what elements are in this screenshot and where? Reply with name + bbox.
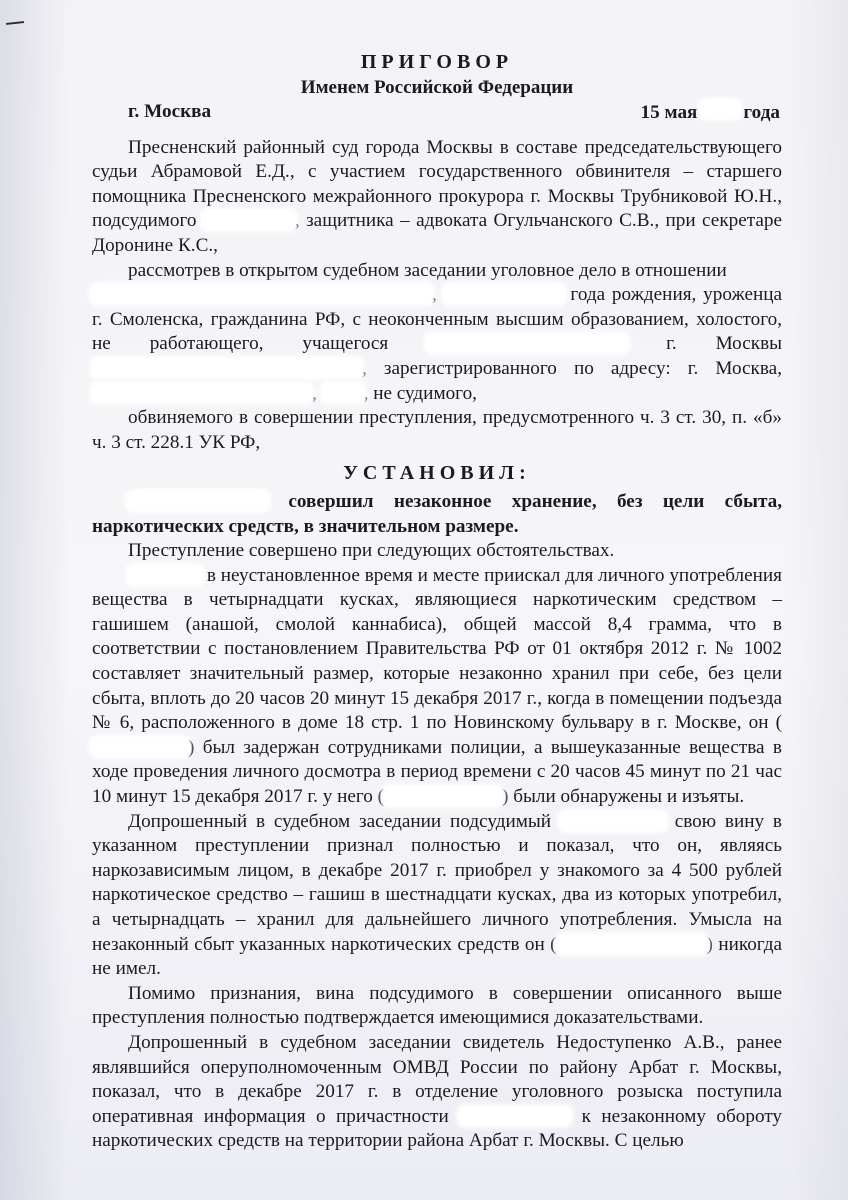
- charged-text: обвиняемого в совершении преступления, предусмотренного ч. 3 ст. 30, п. «б» ч. 3 ст. 228.1 УК РФ,: [92, 407, 782, 453]
- guilt-paragraph: [92, 982, 782, 1031]
- redaction-school: [427, 334, 627, 352]
- section-heading-established: УСТАНОВИЛ:: [343, 462, 531, 485]
- redaction-address: [92, 384, 312, 402]
- redaction-name-a: [128, 566, 202, 584]
- witness-text-a: Допрошенный в судебном заседании свидетель Недоступенко А.В., ранее являвшийся оперуполномоченным ОМВД России по району Арбат г. Москвы, показал, что в декабре 2017 г. в отделение уголовного розыска поступила оперативная информация о причастности: [92, 1031, 782, 1127]
- intro-text-a: Пресненский районный суд города Москвы в составе председательствующего судьи Абрамовой Е.Д., с участием государственного обвинителя – старшего помощника Пресненского межрайонного прокурора г. Москвы Трубниковой Ю.Н., подсудимого: [92, 136, 782, 232]
- redaction-name-d: [560, 812, 666, 830]
- date: [641, 100, 780, 126]
- document-body: [92, 50, 782, 1154]
- circumstances-text-c: ) были обнаружены и изъяты.: [502, 786, 745, 808]
- witness-paragraph: [92, 1031, 782, 1154]
- charged-paragraph: [92, 406, 782, 455]
- defendant-paragraph: [92, 283, 782, 406]
- intro-paragraph: [92, 136, 782, 259]
- circumstances-intro: [92, 539, 782, 564]
- finding-text: совершил незаконное хранение, без цели сбыта, наркотических средств, в значительном размере.: [92, 490, 782, 537]
- defendant-city: г. Москвы: [666, 333, 783, 355]
- redaction-name-c: [384, 787, 502, 805]
- date-year-word: года: [743, 102, 780, 123]
- city: г. Москва: [128, 101, 212, 122]
- testimony-paragraph: [92, 810, 782, 982]
- testimony-text-b: свою вину в указанном преступлении признал полностью и показал, что он, являясь наркозависимым лицом, в декабре 2017 г. приобрел у знакомого за 4 500 рублей наркотическое средство – гашиш в шестнадцати кусках, два из которых употребил, а четырнадцать – хранил для дальнейшего личного употребления. Умысла на незаконный сбыт указанных наркотических средств он (: [92, 810, 782, 955]
- considered-text: рассмотрев в открытом судебном заседании уголовное дело в отношении: [128, 259, 727, 281]
- scan-corner-mark: [6, 21, 24, 25]
- redaction-school-address: [92, 359, 362, 377]
- redaction-name-e: [557, 935, 707, 953]
- testimony-text-c: ) никогда не имел.: [92, 933, 782, 980]
- finding-paragraph: [92, 490, 782, 539]
- considered-paragraph: [92, 259, 782, 284]
- defendant-not-convicted: , не судимого,: [363, 382, 477, 404]
- circumstances-text-b: ) был задержан сотрудниками полиции, а вышеуказанные вещества в ходе проведения личного досмотра в период времени с 20 часов 45 минут по 21 час 10 минут 15 декабря 2017 г. у него (: [92, 736, 782, 808]
- redaction-birth-date: [444, 285, 564, 303]
- defendant-comma: ,: [432, 284, 437, 306]
- redaction-defendant-name: [203, 211, 295, 229]
- redaction-defendant-full-name: [92, 285, 432, 303]
- guilt-text: Помимо признания, вина подсудимого в совершении описанного выше преступления полностью подтверждается имеющимися доказательствами.: [92, 982, 782, 1029]
- date-day-month: 15 мая: [640, 102, 698, 123]
- circumstances-text-a: в неустановленное время и месте приискал для личного употребления вещества в четырнадцати кусках, являющиеся наркотическим средством – гашишем (анашой, смолой каннабиса), общей массой 8,4 грамма, что в соответствии с постановлением Правительства РФ от 01 октября 2012 г. № 1002 составляет значительный размер, которые незаконно хранил при себе, без цели сбыта, вплоть до 20 часов 20 минут 15 декабря 2017 г., когда в помещении подъезда № 6, расположенного в доме 18 стр. 1 по Новинскому бульвару в г. Москве, он (: [92, 564, 783, 734]
- document-subtitle: Именем Российской Федерации: [300, 77, 574, 98]
- redaction-year: [701, 100, 739, 118]
- place-date-row: [92, 100, 782, 126]
- circumstances-paragraph: [92, 564, 782, 810]
- intro-text-b: , защитника – адвоката Огульчанского С.В., при секретаре Доронине К.С.,: [92, 210, 782, 256]
- redaction-name-f: [459, 1107, 571, 1125]
- witness-text-b: к незаконному обороту наркотических средств на территории района Арбат г. Москвы. С целью: [92, 1105, 783, 1152]
- document-title: ПРИГОВОР: [360, 51, 514, 73]
- defendant-registered: , зарегистрированного по адресу: г. Москва,: [362, 357, 782, 379]
- defendant-birth-text: года рождения, уроженца г. Смоленска, гражданина РФ, с неоконченным высшим образованием, холостого, не работающего, учащегося: [92, 284, 783, 355]
- defendant-comma-2: ,: [312, 382, 317, 404]
- redaction-defendant-short-name: [128, 492, 268, 510]
- circumstances-intro-text: Преступление совершено при следующих обстоятельствах.: [128, 540, 615, 562]
- testimony-text-a: Допрошенный в судебном заседании подсудимый: [128, 810, 552, 832]
- redaction-name-b: [92, 738, 188, 756]
- redaction-apartment: [322, 384, 364, 402]
